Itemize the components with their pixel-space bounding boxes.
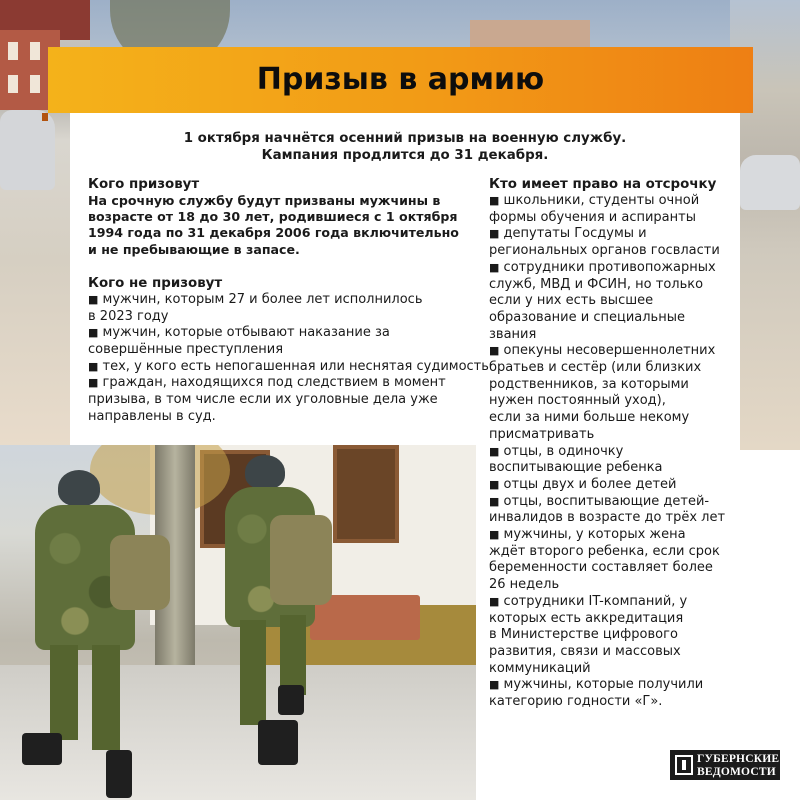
text-line: [489, 661, 739, 678]
text-line: [489, 560, 739, 577]
text-line: [489, 544, 739, 561]
list-item-text: мужчины, у которых жена: [503, 527, 686, 543]
list-item-text: родственников, за которыми: [489, 376, 689, 392]
text-line: [489, 293, 739, 310]
list-item-text: присматривать: [489, 426, 595, 442]
lead-line: 1 октября начнётся осенний призыв на военную службу.: [183, 131, 627, 146]
list-item: [88, 325, 468, 358]
list-item-text: которых есть аккредитация: [489, 610, 684, 626]
bullet-icon: ■: [489, 594, 500, 608]
list-item-text: служб, МВД и ФСИН, но только: [489, 276, 704, 292]
bullet-icon: ■: [88, 359, 99, 373]
list-item: [489, 494, 739, 527]
text-line: [88, 342, 468, 359]
list-item-text: граждан, находящихся под следствием в момент: [102, 375, 446, 391]
list-item-text: звания: [489, 326, 537, 342]
text-line: [489, 360, 739, 377]
list-item-text: сотрудники IT-компаний, у: [503, 593, 688, 609]
text-line: [489, 527, 739, 544]
list-item-text: мужчин, которые отбывают наказание за: [102, 325, 390, 341]
text-line: [489, 260, 739, 277]
bullet-icon: ■: [489, 678, 500, 692]
list-item-text: беременности составляет более: [489, 560, 713, 576]
text-line: На срочную службу будут призваны мужчины в: [88, 193, 441, 208]
bullet-icon: ■: [489, 260, 500, 274]
list-item: [88, 358, 489, 376]
bullet-icon: ■: [489, 227, 500, 241]
list-item-text: депутаты Госдумы и: [503, 226, 647, 242]
text-line: [88, 309, 468, 326]
list-item-text: коммуникаций: [489, 660, 591, 676]
text-line: и не пребывающие в запасе.: [88, 241, 300, 257]
list-item: [489, 343, 739, 443]
page-title: Призыв в армию: [256, 62, 545, 97]
list-item-text: инвалидов в возрасте до трёх лет: [489, 510, 726, 526]
list-item-text: сотрудники противопожарных: [503, 259, 716, 275]
section-heading-deferment: Кто имеет право на отсрочку: [489, 177, 717, 192]
text-line: [489, 193, 739, 210]
text-line: [489, 210, 739, 227]
text-line: [489, 694, 739, 711]
text-line: [489, 510, 739, 527]
bullet-icon: ■: [88, 326, 99, 340]
list-item: [489, 594, 739, 678]
list-item-text: 26 недель: [489, 577, 560, 593]
bullet-icon: ■: [88, 376, 99, 390]
logo-line: ГУБЕРНСКИЕ: [697, 753, 780, 765]
text-line: [489, 611, 739, 628]
bullet-icon: ■: [489, 494, 500, 508]
bullet-icon: ■: [489, 444, 500, 458]
list-item-text: в 2023 году: [88, 308, 169, 324]
deferment-list: [489, 193, 739, 711]
title-banner: [48, 47, 753, 113]
text-line: [489, 310, 739, 327]
list-item-text: призыва, в том числе если их уголовные дела уже: [88, 392, 438, 408]
who-called-text: [88, 193, 468, 258]
text-line: [489, 627, 739, 644]
list-item-text: развития, связи и массовых: [489, 643, 681, 659]
publisher-logo: [668, 748, 782, 782]
parked-car: [740, 155, 800, 210]
list-item: [489, 527, 739, 594]
list-item-text: опекуны несовершеннолетних: [503, 343, 716, 359]
list-item: [88, 375, 468, 425]
list-item-text: нужен постоянный уход),: [489, 393, 666, 409]
list-item-text: отцы, в одиночку: [503, 443, 624, 459]
bullet-icon: ■: [88, 292, 99, 306]
text-line: [489, 477, 739, 494]
who-not-called-list: [88, 291, 489, 426]
bullet-icon: ■: [489, 528, 500, 542]
window: [333, 445, 399, 543]
text-line: возрасте от 18 до 30 лет, родившиеся с 1 октября: [88, 209, 458, 225]
list-item-text: формы обучения и аспиранты: [489, 209, 696, 225]
list-item: [489, 444, 739, 477]
text-line: [489, 377, 739, 394]
list-item: [489, 226, 739, 259]
text-line: [88, 292, 468, 309]
text-line: 1994 года по 31 декабря 2006 года включительно: [88, 225, 459, 241]
list-item-text: ждёт второго ребенка, если срок: [489, 543, 720, 559]
text-line: [88, 325, 468, 342]
banner-fold: [42, 113, 48, 121]
right-column: [489, 177, 739, 711]
list-item-text: мужчины, которые получили: [503, 677, 704, 693]
list-item-text: мужчин, которым 27 и более лет исполнилось: [102, 291, 423, 307]
list-item-text: категорию годности «Г».: [489, 694, 663, 710]
text-line: [88, 409, 468, 426]
list-item-text: если за ними больше некому: [489, 410, 690, 426]
soldiers-photo: [0, 445, 476, 800]
list-item-text: в Министерстве цифрового: [489, 627, 678, 643]
text-line: [489, 644, 739, 661]
text-line: [88, 392, 468, 409]
text-line: [489, 577, 739, 594]
text-line: [489, 427, 739, 444]
list-item: [489, 477, 739, 494]
lead-text: [70, 130, 740, 164]
list-item-text: отцы, воспитывающие детей-: [503, 493, 710, 509]
list-item-text: направлены в суд.: [88, 408, 216, 424]
list-item-text: если у них есть высшее: [489, 293, 654, 309]
text-line: [489, 594, 739, 611]
list-item-text: школьники, студенты очной: [503, 193, 700, 208]
text-line: [489, 277, 739, 294]
list-item: [489, 677, 739, 710]
list-item: [489, 193, 739, 226]
text-line: [88, 375, 468, 392]
list-item-text: региональных органов госвласти: [489, 243, 720, 259]
left-column: [88, 177, 489, 425]
text-line: [489, 460, 739, 477]
text-line: [489, 343, 739, 360]
bullet-icon: ■: [489, 194, 500, 207]
text-line: [489, 226, 739, 243]
list-item: [88, 292, 468, 325]
bullet-icon: ■: [489, 344, 500, 358]
list-item-text: братьев и сестёр (или близких: [489, 360, 702, 376]
text-line: [489, 444, 739, 461]
logo-mark-icon: [675, 755, 693, 775]
bullet-icon: ■: [489, 477, 500, 491]
section-heading-who-not-called: Кого не призовут: [88, 275, 223, 291]
text-line: [489, 327, 739, 344]
list-item-text: воспитывающие ребенка: [489, 460, 663, 476]
text-line: [489, 677, 739, 694]
list-item-text: совершённые преступления: [88, 341, 284, 357]
text-line: [489, 410, 739, 427]
parked-car: [0, 110, 55, 190]
lead-line: Кампания продлится до 31 декабря.: [261, 148, 549, 163]
list-item-text: тех, у кого есть непогашенная или неснятая судимость: [102, 358, 489, 374]
section-heading-who-called: Кого призовут: [88, 177, 200, 192]
text-line: [489, 393, 739, 410]
text-line: [489, 243, 739, 260]
list-item-text: отцы двух и более детей: [503, 476, 677, 492]
list-item-text: образование и специальные: [489, 309, 685, 325]
text-line: [489, 494, 739, 511]
text-line: [88, 358, 489, 376]
logo-line: ВЕДОМОСТИ: [697, 766, 776, 778]
list-item: [489, 260, 739, 344]
